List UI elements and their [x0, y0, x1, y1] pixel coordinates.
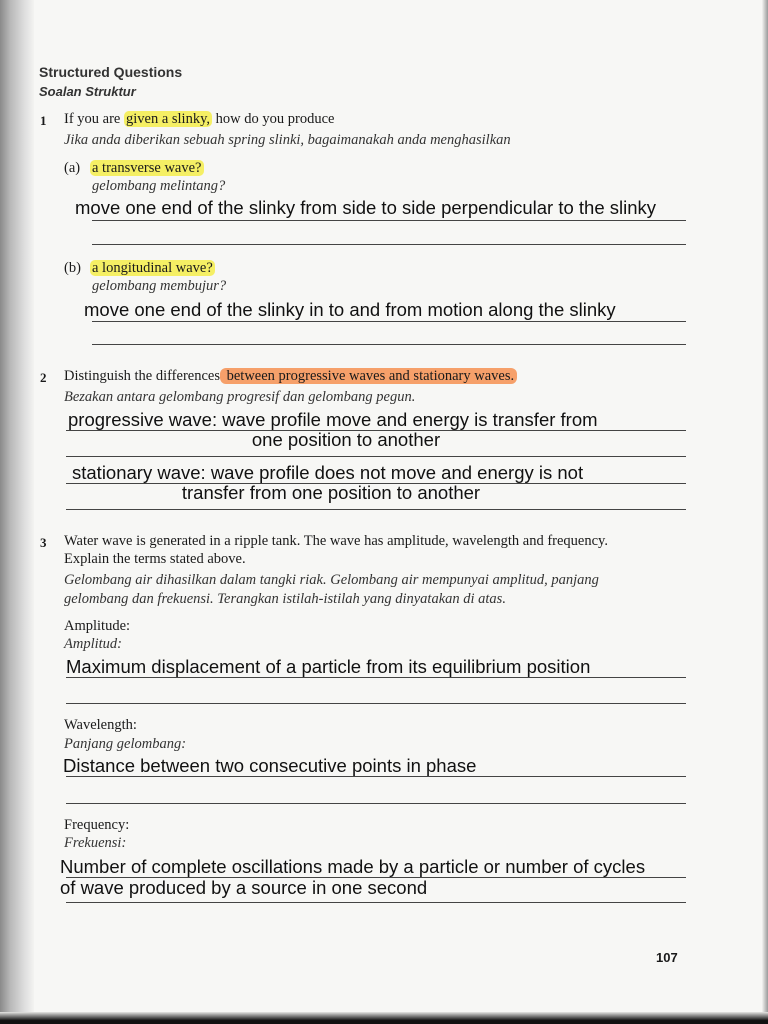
page-number: 107	[656, 950, 678, 965]
amplitude-label: Amplitude:	[64, 618, 131, 634]
question-1a-label: (a)	[64, 160, 81, 176]
question-3-text-ms-line1: Gelombang air dihasilkan dalam tangki riak. Gelombang air mempunyai amplitud, panjang	[64, 572, 599, 588]
amplitude-label-ms: Amplitud:	[64, 636, 122, 652]
question-1-text	[64, 111, 334, 128]
section-title: Structured Questions	[39, 64, 183, 80]
answer-line	[66, 677, 686, 678]
question-1b-label: (b)	[64, 260, 81, 276]
answer-line	[66, 776, 686, 777]
answer-line	[92, 321, 686, 322]
answer-line	[66, 803, 686, 804]
question-1a-text-ms: gelombang melintang?	[92, 178, 226, 194]
answer-line	[66, 456, 686, 457]
wavelength-label-ms: Panjang gelombang:	[64, 736, 187, 752]
answer-line	[66, 509, 686, 510]
answer-2-progressive-line1: progressive wave: wave profile move and energy is transfer from	[68, 409, 598, 430]
question-1-text-pre: If you are	[64, 111, 124, 127]
answer-3-wavelength: Distance between two consecutive points in phase	[63, 755, 477, 776]
wavelength-label: Wavelength:	[64, 717, 137, 733]
question-2-text	[64, 368, 517, 385]
question-1b-text: a longitudinal wave?	[92, 260, 213, 276]
answer-2-progressive-line2: one position to another	[251, 429, 441, 450]
answer-1b: move one end of the slinky in to and from motion along the slinky	[84, 299, 616, 320]
question-3-text-ms-line2: gelombang dan frekuensi. Terangkan istilah-istilah yang dinyatakan di atas.	[64, 591, 506, 607]
question-1b-text-ms: gelombang membujur?	[92, 278, 227, 294]
question-1a-text: a transverse wave?	[92, 160, 202, 176]
question-2-text-ms: Bezakan antara gelombang progresif dan gelombang pegun.	[64, 389, 416, 405]
frequency-label-ms: Frekuensi:	[64, 835, 127, 851]
question-2-text-pre: Distinguish the differences	[64, 368, 220, 384]
page-edge-shadow	[762, 0, 768, 1024]
section-subtitle: Soalan Struktur	[39, 84, 136, 99]
frequency-label: Frequency:	[64, 817, 130, 833]
answer-3-amplitude: Maximum displacement of a particle from its equilibrium position	[66, 656, 591, 677]
question-number-2: 2	[40, 370, 47, 385]
question-3-text-line1: Water wave is generated in a ripple tank. The wave has amplitude, wavelength and frequency.	[64, 533, 608, 549]
answer-line	[92, 220, 686, 221]
book-spine-shadow	[0, 0, 34, 1024]
answer-2-stationary-line2: transfer from one position to another	[181, 482, 481, 503]
answer-line	[92, 244, 686, 245]
page-bottom-shadow	[0, 1012, 768, 1024]
answer-3-frequency-line2: of wave produced by a source in one second	[60, 877, 428, 898]
question-2-highlight: between progressive waves and stationary waves.	[220, 368, 517, 384]
question-1-text-post: how do you produce	[212, 111, 335, 127]
answer-3-frequency-line1: Number of complete oscillations made by a particle or number of cycles	[60, 856, 646, 877]
question-number-1: 1	[40, 113, 47, 128]
answer-line	[66, 703, 686, 704]
answer-line	[66, 902, 686, 903]
question-number-3: 3	[40, 535, 47, 550]
answer-line	[92, 344, 686, 345]
question-1-text-ms: Jika anda diberikan sebuah spring slinki, bagaimanakah anda menghasilkan	[64, 132, 511, 148]
answer-1a: move one end of the slinky from side to side perpendicular to the slinky	[75, 197, 657, 218]
question-1-highlight: given a slinky,	[125, 111, 211, 127]
answer-2-stationary-line1: stationary wave: wave profile does not move and energy is not	[72, 462, 584, 483]
question-3-text-line2: Explain the terms stated above.	[64, 551, 246, 567]
